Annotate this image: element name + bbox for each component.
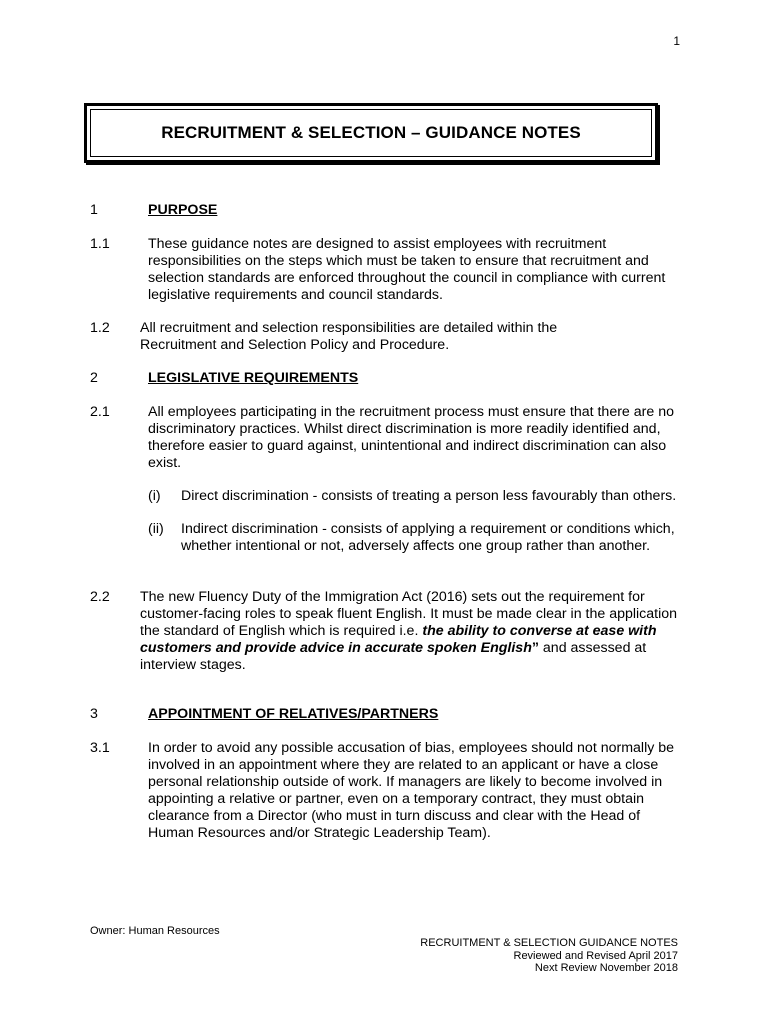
footer-owner: Owner: Human Resources bbox=[90, 925, 220, 937]
section-heading: PURPOSE bbox=[148, 202, 218, 218]
emphasis-text: the ability to converse at ease with customers and provide advice in accurate spoken English bbox=[140, 623, 657, 656]
paragraph-text: All recruitment and selection responsibilities are detailed within the Recruitment and Selection Policy and Procedure. bbox=[140, 320, 558, 353]
list-marker: (i) bbox=[148, 488, 161, 504]
paragraph-text: All employees participating in the recruitment process must ensure that there are no discriminatory practices. Whilst direct discrimination is more readily identified and, therefore easier to guard against, unintentional and indirect discrimination can also exist. bbox=[148, 404, 674, 471]
paragraph-number: 1.2 bbox=[90, 320, 110, 336]
title-box bbox=[84, 103, 658, 163]
paragraph-text: In order to avoid any possible accusation of bias, employees should not normally be involved in an appointment where they are related to an applicant or have a close personal relationship outside of work. If managers are likely to become involved in appointing a relative or partner, even on a temporary contract, they must obtain clearance from a Director (who must in turn discuss and clear with the Head of Human Resources and/or Strategic Leadership Team). bbox=[148, 740, 675, 841]
document-title: RECRUITMENT & SELECTION – GUIDANCE NOTES bbox=[90, 109, 652, 157]
paragraph-number: 1.1 bbox=[90, 236, 110, 252]
closing-quote: ” bbox=[531, 640, 539, 656]
footer-next-review: Next Review November 2018 bbox=[534, 962, 678, 974]
section-number: 1 bbox=[90, 202, 98, 218]
section-number: 3 bbox=[90, 706, 98, 722]
list-item-text: Direct discrimination - consists of treating a person less favourably than others. bbox=[181, 488, 677, 504]
paragraph-text-end: and assessed at interview stages. bbox=[140, 640, 647, 673]
paragraph-number: 2.2 bbox=[90, 589, 110, 605]
footer-reviewed: Reviewed and Revised April 2017 bbox=[513, 949, 678, 962]
footer-doc-title: RECRUITMENT & SELECTION GUIDANCE NOTES bbox=[420, 937, 678, 949]
section-heading: LEGISLATIVE REQUIREMENTS bbox=[148, 370, 359, 386]
paragraph-text bbox=[140, 589, 685, 674]
paragraph-text: These guidance notes are designed to assist employees with recruitment responsibilities on the steps which must be taken to ensure that recruitment and selection standards are enforced throughout the council in compliance with current legislative requirements and council standards. bbox=[148, 236, 666, 303]
list-marker: (ii) bbox=[148, 521, 164, 537]
footer-document-info bbox=[420, 937, 678, 975]
list-item-text: Indirect discrimination - consists of applying a requirement or conditions which, whether intentional or not, adversely affects one group rather than another. bbox=[181, 521, 675, 554]
paragraph-number: 2.1 bbox=[90, 404, 110, 420]
section-heading: APPOINTMENT OF RELATIVES/PARTNERS bbox=[148, 706, 439, 722]
page-number: 1 bbox=[673, 34, 680, 48]
section-number: 2 bbox=[90, 370, 98, 386]
paragraph-text-start: The new Fluency Duty of the Immigration Act (2016) sets out the requirement for customer-facing roles to speak fluent English. It must be made clear in the application the standard of English which is required i.e. bbox=[140, 589, 678, 639]
paragraph-number: 3.1 bbox=[90, 740, 110, 756]
